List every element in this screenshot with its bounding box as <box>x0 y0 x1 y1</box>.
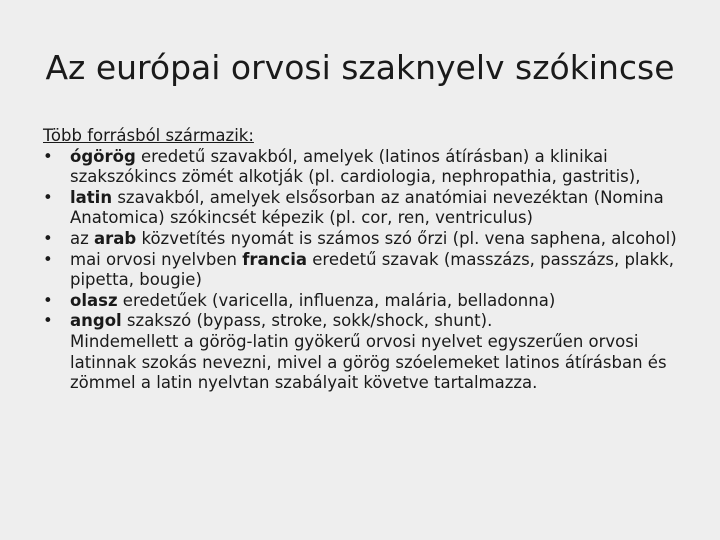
term-bold: angol <box>70 311 122 331</box>
item-prefix: mai orvosi nyelvben <box>70 249 243 269</box>
closing-note: Mindemellett a görög-latin gyökerű orvosi nyelvet egyszerűen orvosi latinnak szokás nevezni, mivel a görög szóelemeket latinos átírásban és zömmel a latin nyelvtan szabályait követve tartalmazza. <box>70 331 667 393</box>
term-bold: latin <box>70 187 113 207</box>
slide-body <box>43 126 693 394</box>
term-bold: ógörög <box>70 146 136 166</box>
slide-title: Az európai orvosi szaknyelv szókincse <box>45 48 675 87</box>
source-list <box>43 147 693 332</box>
term-bold: arab <box>94 228 137 248</box>
bullet-icon: • <box>43 311 53 331</box>
bullet-icon: • <box>43 187 53 207</box>
bullet-icon: • <box>43 249 53 269</box>
bullet-icon: • <box>43 146 53 166</box>
item-prefix: az <box>70 228 95 248</box>
list-item-arab <box>43 229 693 250</box>
term-bold: olasz <box>70 290 118 310</box>
bullet-icon: • <box>43 228 53 248</box>
item-text: eredetűek (varicella, influenza, malária, belladonna) <box>117 290 556 310</box>
item-text: szavakból, amelyek elsősorban az anatómiai nevezéktan (Nomina Anatomica) szókincsét képezik (pl. cor, ren, ventriculus) <box>70 187 664 228</box>
list-item-english <box>43 311 693 332</box>
list-item-latin <box>43 188 693 229</box>
item-text: közvetítés nyomát is számos szó őrzi (pl. vena saphena, alcohol) <box>136 228 677 248</box>
item-text: szakszó (bypass, stroke, sokk/shock, shunt). <box>121 311 493 331</box>
bullet-icon: • <box>43 290 53 310</box>
item-text: eredetű szavak (masszázs, passzázs, plakk, pipetta, bougie) <box>70 249 674 290</box>
intro-text: Több forrásból származik: <box>43 126 254 145</box>
list-item-greek <box>43 147 693 188</box>
item-text: eredetű szavakból, amelyek (latinos átírásban) a klinikai szakszókincs zömét alkotják (pl. cardiologia, nephropathia, gastritis), <box>70 146 641 187</box>
list-item-italian <box>43 291 693 312</box>
list-item-french <box>43 250 693 291</box>
term-bold: francia <box>242 249 308 269</box>
